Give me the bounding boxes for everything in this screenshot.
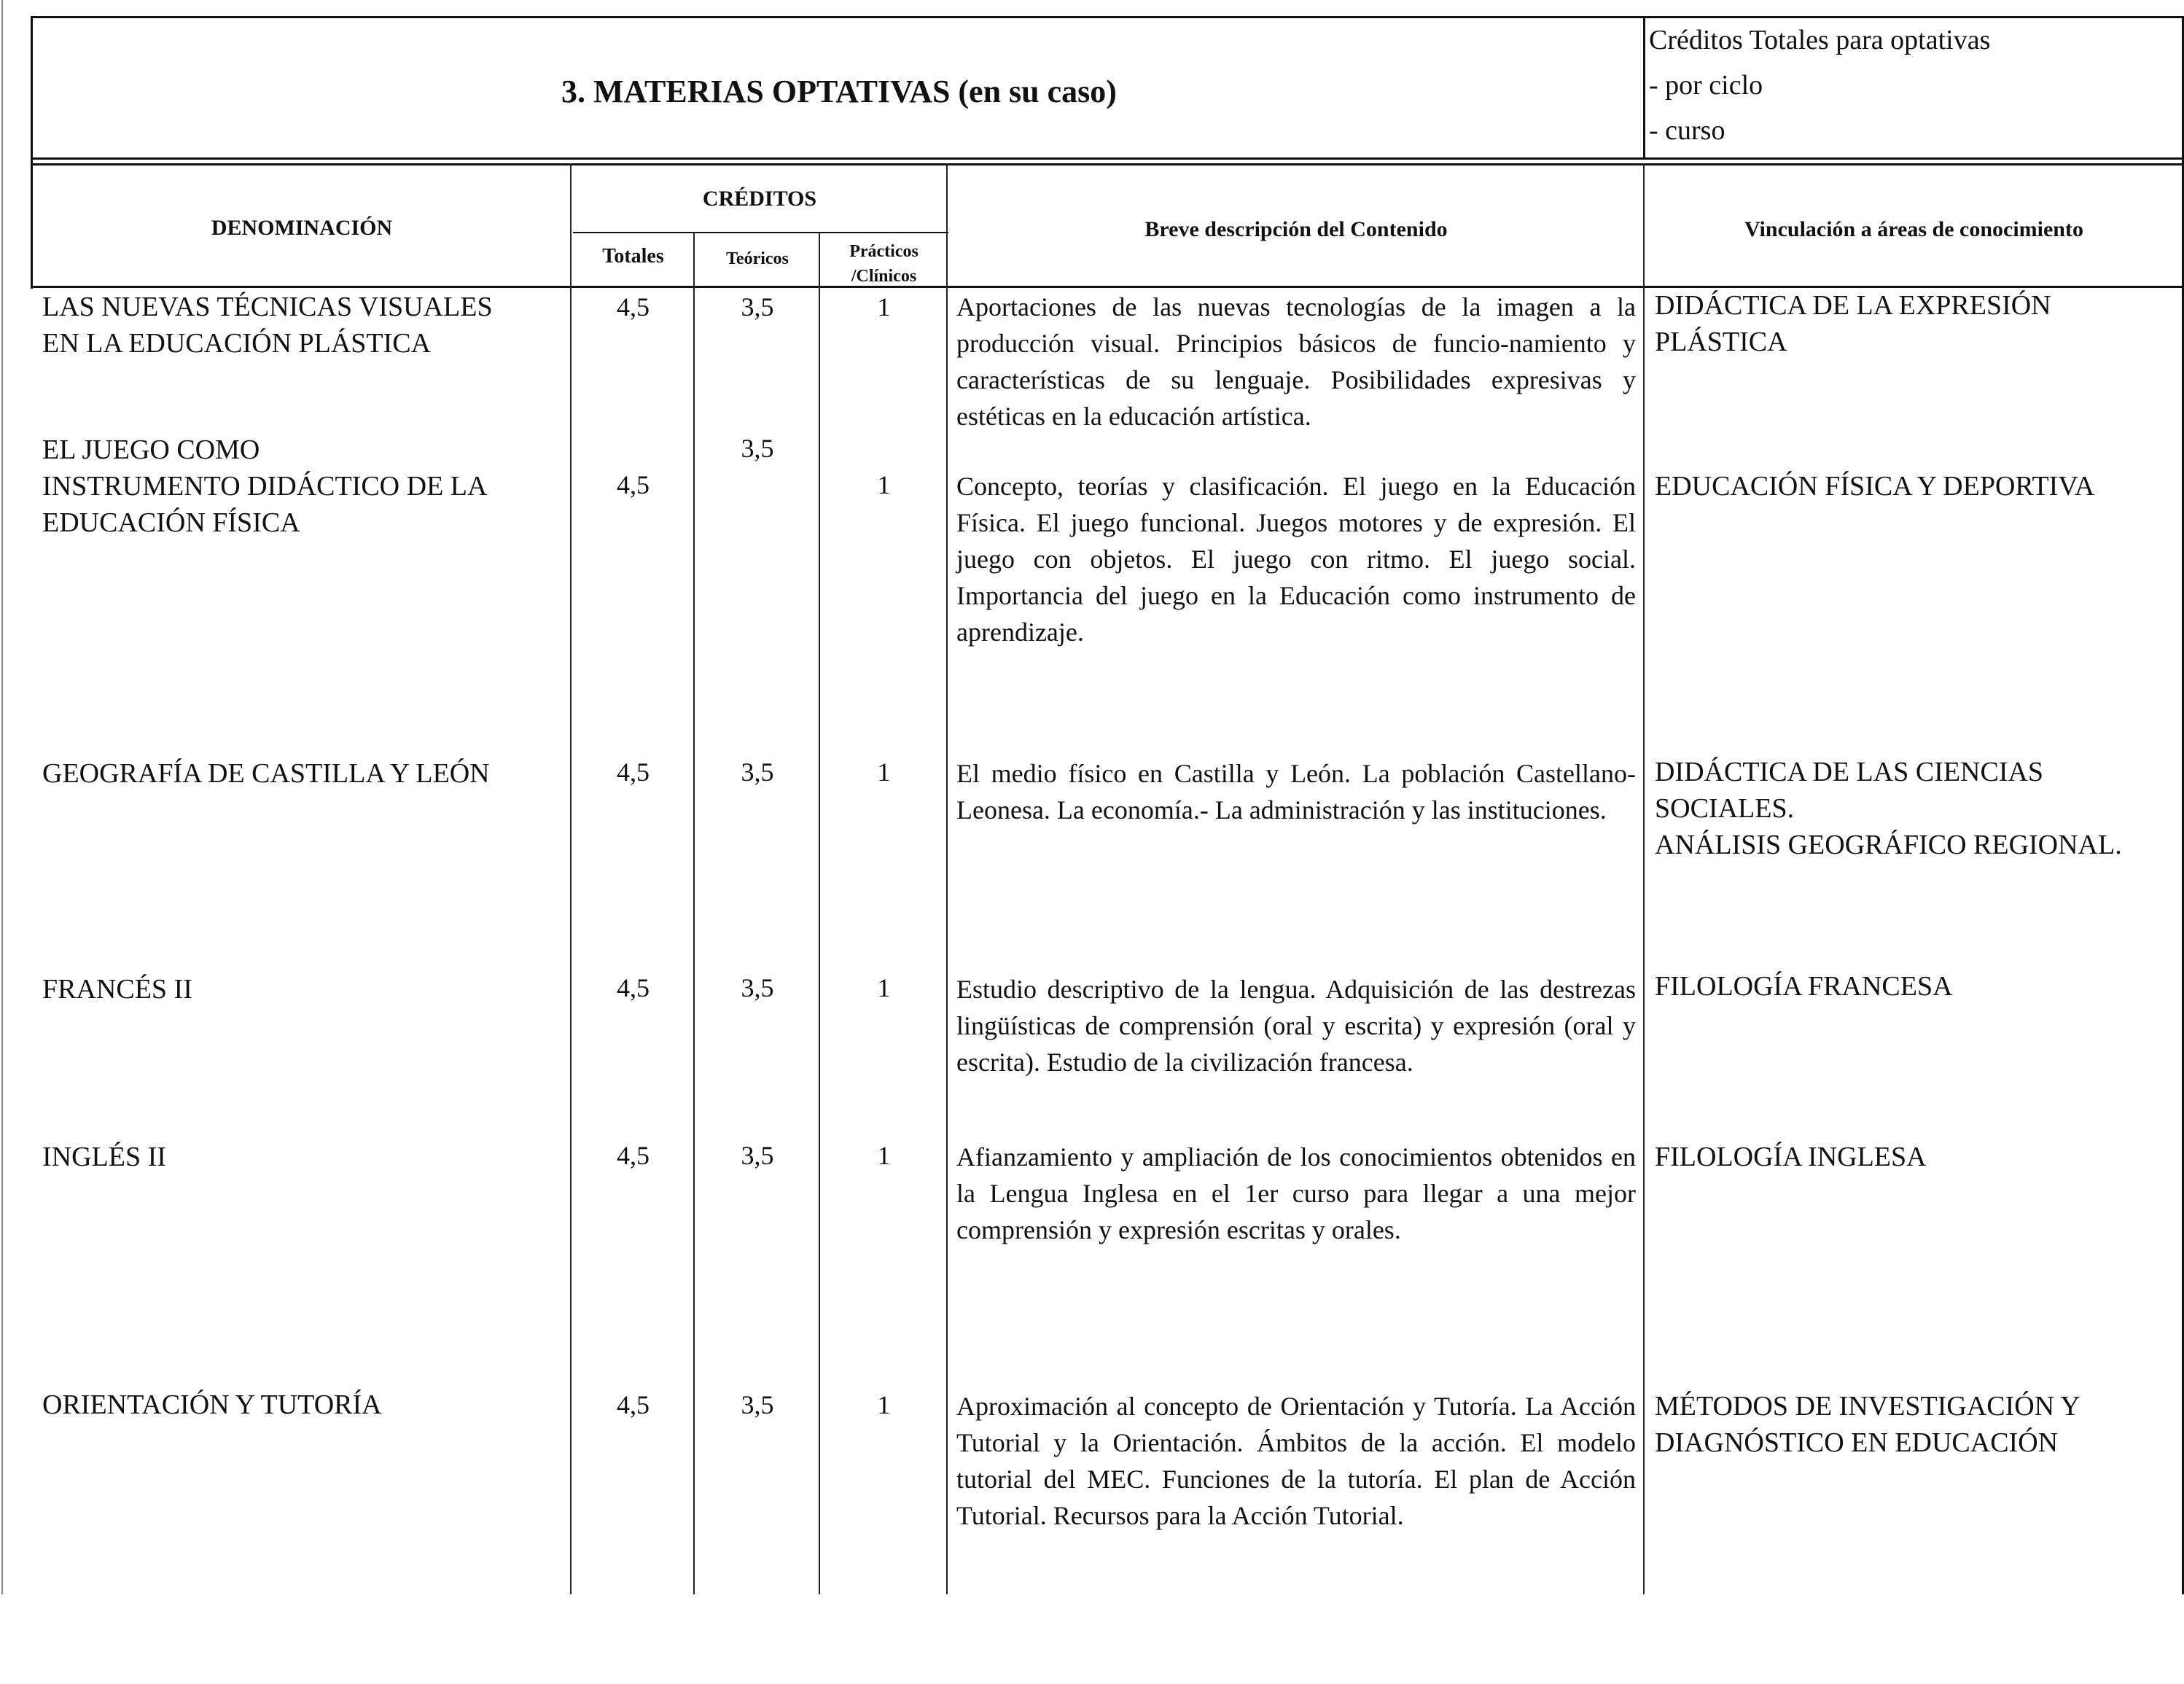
row-6-practicos: 1	[877, 1390, 891, 1419]
header-row-separator	[31, 163, 2184, 165]
row-3-vinculacion: DIDÁCTICA DE LAS CIENCIAS SOCIALES. ANÁLISIS GEOGRÁFICO REGIONAL.	[1655, 757, 2122, 860]
column-divider-totales	[693, 232, 695, 1594]
row-5-practicos: 1	[877, 1141, 891, 1170]
row-5-teoricos: 3,5	[741, 1141, 774, 1170]
row-1-practicos: 1	[877, 292, 891, 321]
column-divider-practicos	[946, 163, 948, 1594]
header-practicos-line1: Prácticos	[849, 242, 919, 261]
header-denominacion: DENOMINACIÓN	[211, 216, 393, 240]
row-5-denominacion: INGLÉS II	[42, 1142, 166, 1172]
left-margin-mark	[1, 0, 3, 1594]
header-totales: Totales	[602, 245, 664, 268]
page-title: 3. MATERIAS OPTATIVAS (en su caso)	[561, 74, 1117, 109]
row-2-teoricos: 3,5	[741, 434, 774, 463]
credits-per-course: - curso	[1649, 115, 1725, 146]
column-divider-denominacion	[570, 163, 572, 1594]
row-2-descripcion: Concepto, teorías y clasificación. El juego en la Educación Física. El juego funcional. Juegos motores y de expresión. El juego con objetos. El juego con ritmo. El juego social. Importancia del juego en la Educación como instrumento de aprendizaje.	[956, 472, 1636, 647]
column-divider-descripcion	[1643, 163, 1645, 1594]
row-6-descripcion: Aproximación al concepto de Orientación y Tutoría. La Acción Tutorial y la Orientación. Ámbitos de la acción. El modelo tutorial del MEC. Funciones de la tutoría. El plan de Acción Tutorial. Recursos para la Acción Tutorial.	[956, 1392, 1636, 1530]
row-1-descripcion: Aportaciones de las nuevas tecnologías de la imagen a la producción visual. Principios básicos de funcio-namiento y características de su lenguaje. Posibilidades expresivas y estéticas en la educación artística.	[956, 292, 1636, 431]
header-creditos: CRÉDITOS	[702, 187, 817, 211]
row-4-totales: 4,5	[617, 973, 650, 1002]
row-3-teoricos: 3,5	[741, 757, 774, 787]
row-6-totales: 4,5	[617, 1390, 650, 1419]
row-6-denominacion: ORIENTACIÓN Y TUTORÍA	[42, 1389, 382, 1420]
credits-summary-label: Créditos Totales para optativas	[1649, 25, 1991, 55]
row-4-vinculacion: FILOLOGÍA FRANCESA	[1655, 971, 1953, 1002]
row-3-practicos: 1	[877, 757, 891, 787]
row-4-practicos: 1	[877, 973, 891, 1002]
row-2-vinculacion: EDUCACIÓN FÍSICA Y DEPORTIVA	[1655, 471, 2095, 502]
row-2-totales: 4,5	[617, 470, 650, 499]
header-teoricos: Teóricos	[726, 249, 789, 268]
row-4-denominacion: FRANCÉS II	[42, 974, 192, 1005]
title-bottom-border	[31, 157, 2184, 160]
header-vinculacion: Vinculación a áreas de conocimiento	[1744, 217, 2083, 241]
row-3-descripcion: El medio físico en Castilla y León. La población Castellano-Leonesa. La economía.- La administración y las instituciones.	[956, 759, 1636, 825]
row-1-vinculacion: DIDÁCTICA DE LA EXPRESIÓN PLÁSTICA	[1655, 290, 2051, 357]
row-5-vinculacion: FILOLOGÍA INGLESA	[1655, 1142, 1927, 1172]
header-descripcion: Breve descripción del Contenido	[1144, 217, 1448, 241]
creditos-subheader-divider	[573, 232, 948, 233]
row-2-denominacion: EL JUEGO COMO INSTRUMENTO DIDÁCTICO DE LA EDUCACIÓN FÍSICA	[42, 434, 488, 538]
row-2-practicos: 1	[877, 470, 891, 499]
row-1-denominacion: LAS NUEVAS TÉCNICAS VISUALES EN LA EDUCACIÓN PLÁSTICA	[42, 292, 493, 359]
row-5-descripcion: Afianzamiento y ampliación de los conocimientos obtenidos en la Lengua Inglesa en el 1er curso para llegar a una mejor comprensión y expresión escritas y orales.	[956, 1142, 1636, 1244]
column-divider-teoricos	[819, 232, 820, 1594]
credits-per-cycle: - por ciclo	[1649, 70, 1763, 101]
header-practicos-line2: /Clínicos	[851, 267, 917, 286]
header-practicos	[822, 239, 946, 289]
row-6-vinculacion: MÉTODOS DE INVESTIGACIÓN Y DIAGNÓSTICO EN EDUCACIÓN	[1655, 1391, 2080, 1458]
row-4-teoricos: 3,5	[741, 973, 774, 1002]
row-1-teoricos: 3,5	[741, 292, 774, 321]
row-4-descripcion: Estudio descriptivo de la lengua. Adquisición de las destrezas lingüísticas de comprensión (oral y escrita) y expresión (oral y escrita). Estudio de la civilización francesa.	[956, 975, 1636, 1077]
credits-summary-box	[1649, 17, 1990, 153]
row-3-denominacion: GEOGRAFÍA DE CASTILLA Y LEÓN	[42, 758, 490, 789]
row-6-teoricos: 3,5	[741, 1390, 774, 1419]
table-left-border	[31, 16, 33, 289]
row-1-totales: 4,5	[617, 292, 650, 321]
row-5-totales: 4,5	[617, 1141, 650, 1170]
row-3-totales: 4,5	[617, 757, 650, 787]
